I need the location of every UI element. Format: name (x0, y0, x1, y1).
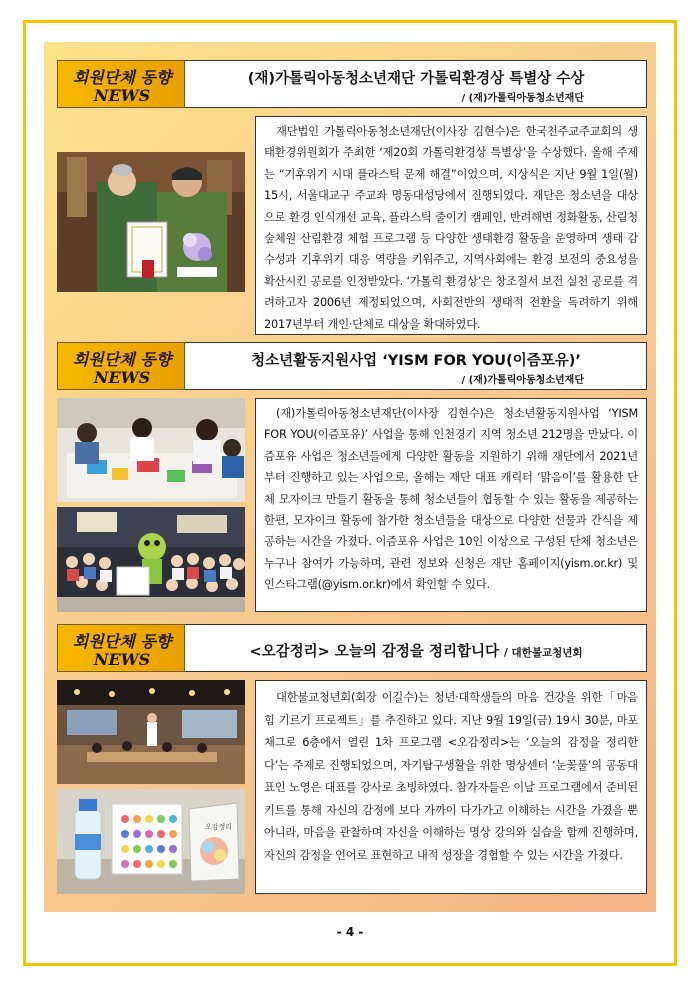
article-title: (재)가톨릭아동청소년재단 가톨릭환경상 특별상 수상 (247, 71, 585, 87)
mosaic-activity-photo (57, 398, 245, 502)
page-number: - 4 - (336, 925, 364, 939)
article-byline: / (재)가톨릭아동청소년재단 (461, 93, 584, 104)
tag-news: NEWS (93, 86, 151, 105)
section-header (57, 342, 647, 390)
title-box (185, 624, 647, 672)
article-body: 재단법인 가톨릭아동청소년재단(이사장 김현수)은 한국천주교주교회의 생태환경위원회가 주최한 ‘제20회 가톨릭환경상 특별상’을 수상했다. 올해 주제는 “기후위기 시대 플라스틱 문제 해결”이었으며, 시상식은 지난 9월 1일(월) 15시, 서울대교구 주교좌 명동대성당에서 진행되었다. 재단은 청소년을 대상으로 환경 인식개선 교육, 플라스틱 줄이기 캠페인, 반려해변 정화활동, 산림청 숲체원 산림환경 체험 프로그램 등 다양한 생태환경 활동을 운영하며 생태 감수성과 기후위기 대응 역량을 키워주고, 지역사회에는 환경 보전의 중요성을 확산시킨 공로를 인정받았다. ‘가톨릭 환경상’은 창조질서 보전 실천 공로를 격려하고자 2006년 제정되었으며, 사회전반의 생태적 전환을 독려하기 위해 2017년부터 개인·단체로 대상을 확대하였다. (264, 125, 638, 331)
article-title: 청소년활동지원사업 ‘YISM FOR YOU(이즘포유)’ (251, 353, 581, 369)
article-title-text: <오감정리> 오늘의 감정을 정리합니다 (249, 644, 499, 660)
tag-label: 회원단체 동향 (72, 632, 172, 651)
article-body: 대한불교청년회(회장 이길수)는 청년·대학생들의 마음 건강을 위한「마음 힘 기르기 프로젝트」를 추진하고 있다. 지난 9월 19일(금) 19시 30분, 마포 채그로 6층에서 열린 1차 프로그램 <오감정리>는 ‘오늘의 감정을 정리한다’는 주제로 진행되었으며, 자기탐구생활을 위한 명상센터 ‘눈꽃풀’의 공동대표인 노영은 대표를 강사로 초빙하였다. 참가자들은 이날 프로그램에서 준비된 키트를 통해 자신의 감정에 보다 가까이 다가가고 이해하는 시간을 가졌을 뿐 아니라, 마음을 관찰하며 자신을 이해하는 명상 강의와 실습을 함께 진행하며, 자신의 감정을 언어로 표현하고 내적 성장을 경험할 수 있는 시간을 가졌다. (264, 691, 639, 862)
article-text-box (255, 680, 647, 894)
article-text-box (255, 116, 647, 335)
article-byline: / 대한불교청년회 (504, 647, 583, 659)
article-byline: / (재)가톨릭아동청소년재단 (461, 375, 584, 386)
news-section-2 (57, 342, 647, 612)
news-tag (57, 60, 185, 108)
emotion-kit-photo (57, 789, 245, 894)
news-section-3 (57, 624, 647, 894)
tag-news: NEWS (93, 650, 151, 669)
article-text-box (255, 398, 647, 612)
section-header (57, 60, 647, 108)
title-box (185, 60, 647, 108)
svg-text:오감정리: 오감정리 (205, 823, 233, 831)
section-header (57, 624, 647, 672)
article-body: (재)가톨릭아동청소년재단(이사장 김현수)은 청소년활동지원사업 ‘YISM FOR YOU(이즘포유)’ 사업을 통해 인천경기 지역 청소년 212명을 만났다. 이즘포유 사업은 청소년들에게 다양한 활동을 지원하기 위해 재단에서 2021년부터 진행하고 있는 사업으로, 올해는 재단 대표 캐릭터 ‘맑음이’를 활용한 단체 모자이크 만들기 활동을 통해 청소년들이 협동할 수 있는 활동을 제공하는 한편, 모자이크 활동에 참가한 청소년들을 대상으로 다양한 선물과 간식을 제공하는 시간을 가졌다. 이즘포유 사업은 10인 이상으로 구성된 단체 청소년은 누구나 참여가 가능하며, 관련 정보와 신청은 재단 홈페이지(yism.or.kr) 및 인스타그램(@yism.or.kr)에서 확인할 수 있다. (264, 407, 638, 592)
article-title (185, 640, 647, 661)
program-venue-photo (57, 680, 245, 784)
title-box (185, 342, 647, 390)
news-tag (57, 624, 185, 672)
news-section-1 (57, 60, 647, 335)
tag-label: 회원단체 동향 (72, 350, 172, 369)
tag-label: 회원단체 동향 (72, 68, 172, 87)
award-photo (57, 152, 245, 292)
group-photo (57, 507, 245, 612)
tag-news: NEWS (93, 368, 151, 387)
news-tag (57, 342, 185, 390)
